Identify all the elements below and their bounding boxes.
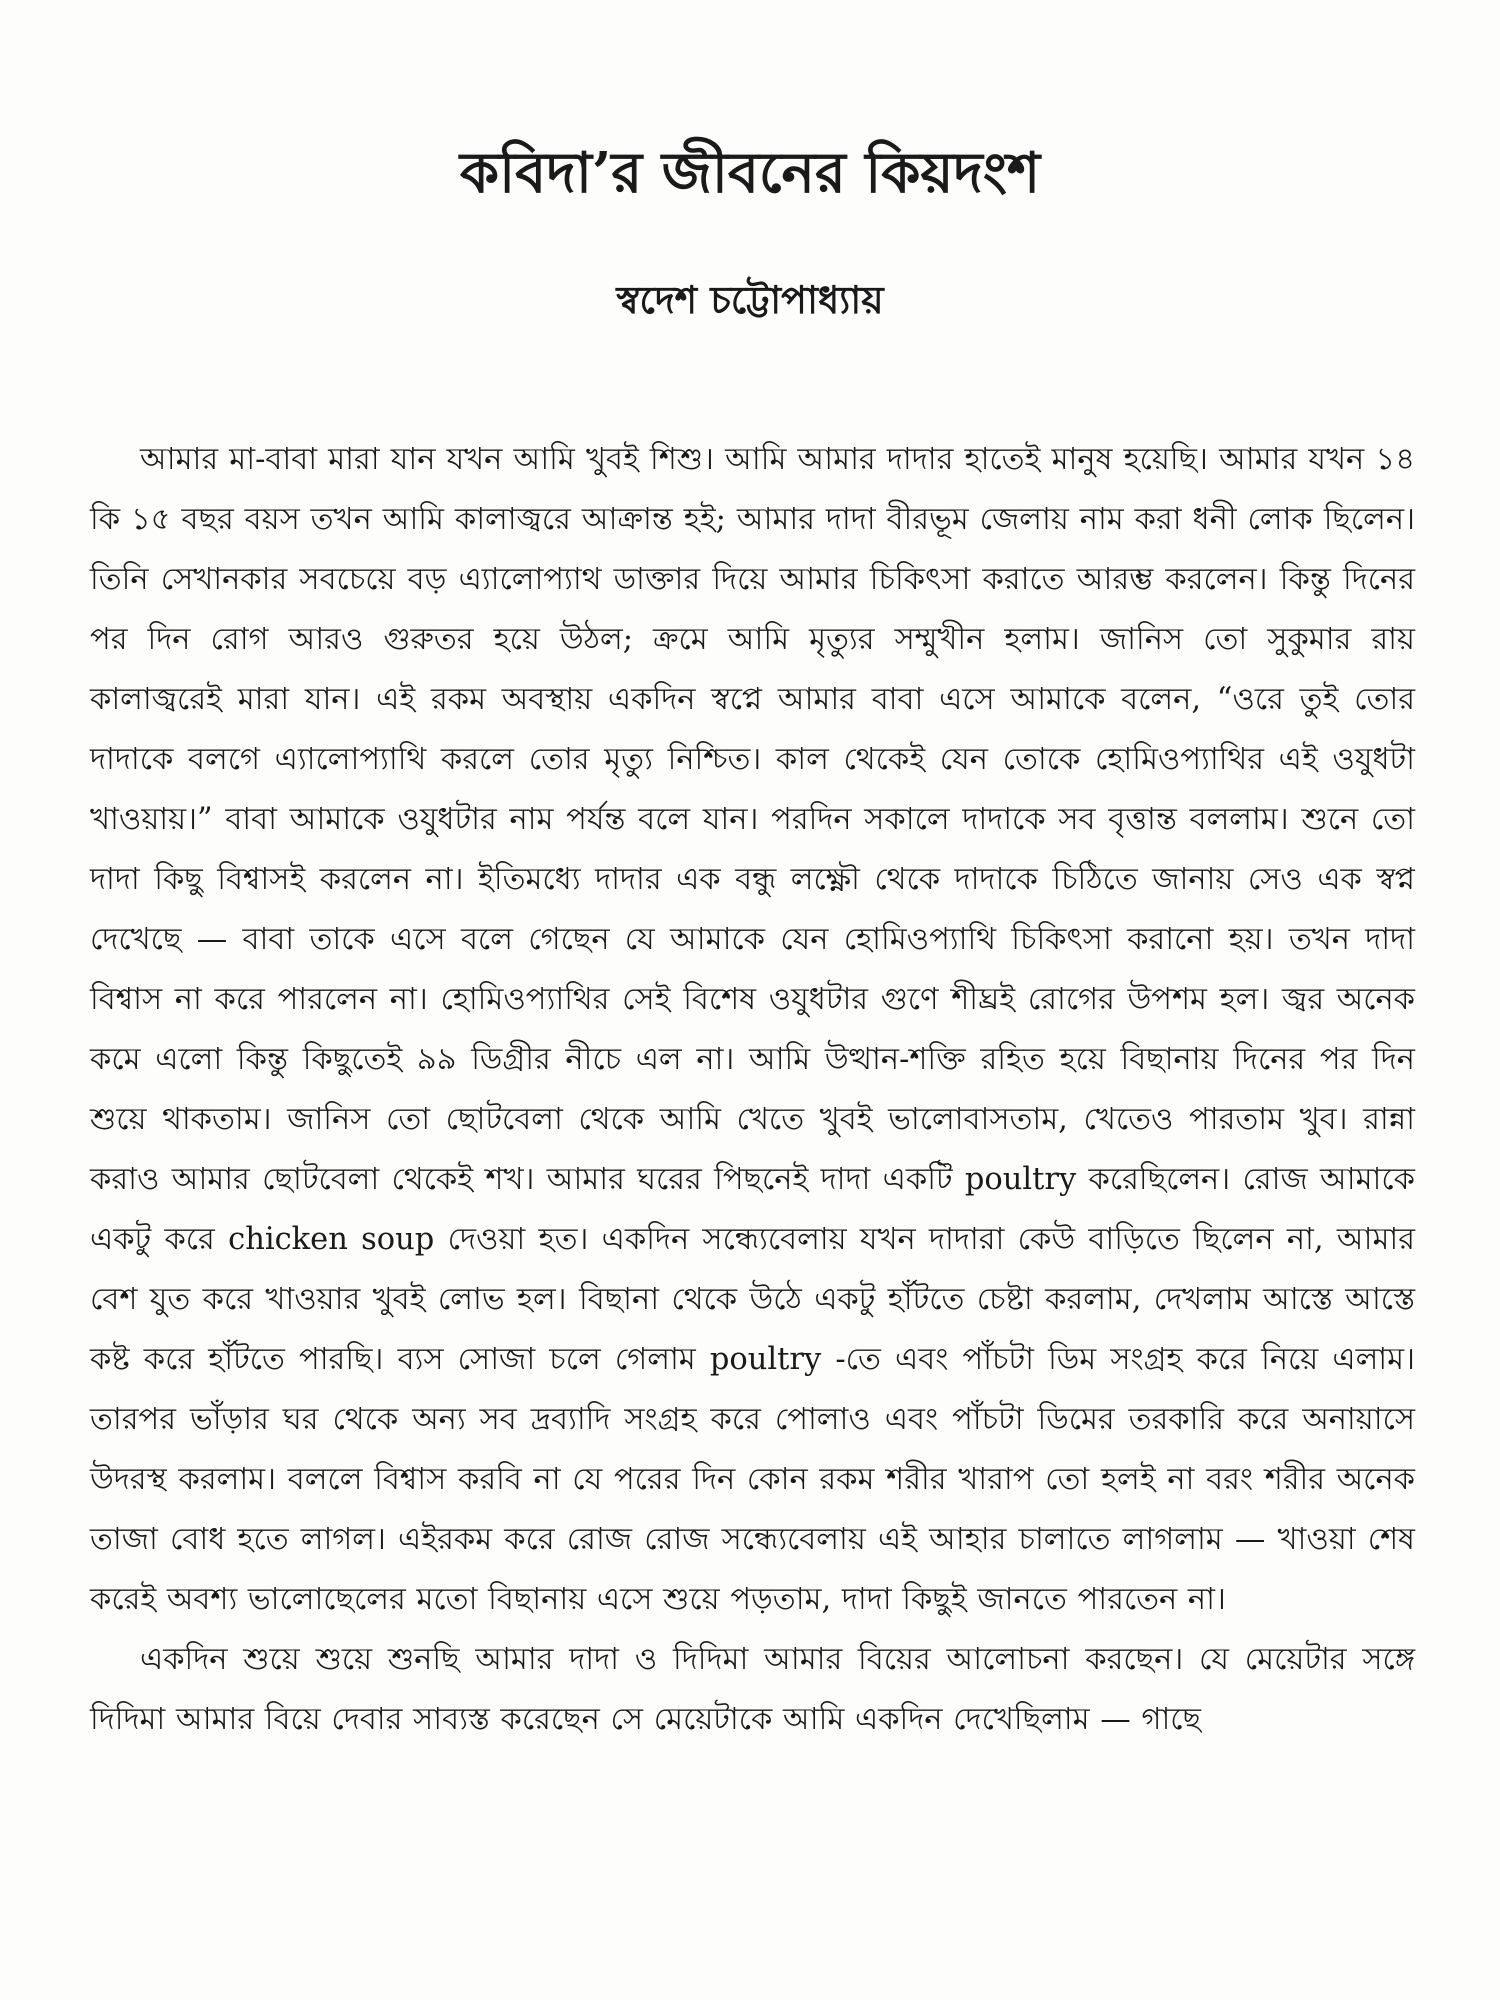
paragraph-1: আমার মা-বাবা মারা যান যখন আমি খুবই শিশু। আমি আমার দাদার হাতেই মানুষ হয়েছি। আমার যখন ১৪ কি ১৫ বছর বয়স তখন আমি কালাজ্বরে আক্রান্ত হই; আমার দাদা বীরভূম জেলায় নাম করা ধনী লোক ছিলেন। তিনি সেখানকার সবচেয়ে বড় এ্যালোপ্যাথ ডাক্তার দিয়ে আমার চিকিৎসা করাতে আরম্ভ করলেন। কিন্তু দিনের পর দিন রোগ আরও গুরুতর হয়ে উঠল; ক্রমে আমি মৃত্যুর সম্মুখীন হলাম। জানিস তো সুকুমার রায় কালাজ্বরেই মারা যান। এই রকম অবস্থায় একদিন স্বপ্নে আমার বাবা এসে আমাকে বলেন, “ওরে তুই তোর দাদাকে বলগে এ্যালোপ্যাথি করলে তোর মৃত্যু নিশ্চিত। কাল থেকেই যেন তোকে হোমিওপ্যাথির এই ওযুধটা খাওয়ায়।” বাবা আমাকে ওযুধটার নাম পর্যন্ত বলে যান। পরদিন সকালে দাদাকে সব বৃত্তান্ত বললাম। শুনে তো দাদা কিছু বিশ্বাসই করলেন না। ইতিমধ্যে দাদার এক বন্ধু লক্ষ্ণৌ থেকে দাদাকে চিঠিতে জানায় সেও এক স্বপ্ন দেখেছে — বাবা তাকে এসে বলে গেছেন যে আমাকে যেন হোমিওপ্যাথি চিকিৎসা করানো হয়। তখন দাদা বিশ্বাস না করে পারলেন না। হোমিওপ্যাথির সেই বিশেষ ওযুধটার গুণে শীঘ্রই রোগের উপশম হল। জ্বর অনেক কমে এলো কিন্তু কিছুতেই ৯৯ ডিগ্রীর নীচে এল না। আমি উত্থান-শক্তি রহিত হয়ে বিছানায় দিনের পর দিন শুয়ে থাকতাম। জানিস তো ছোটবেলা থেকে আমি খেতে খুবই ভালোবাসতাম, খেতেও পারতাম খুব। রান্না করাও আমার ছোটবেলা থেকেই শখ। আমার ঘরের পিছনেই দাদা একটি poultry করেছিলেন। রোজ আমাকে একটু করে chicken soup দেওয়া হত। একদিন সন্ধ্যেবেলায় যখন দাদারা কেউ বাড়িতে ছিলেন না, আমার বেশ যুত করে খাওয়ার খুবই লোভ হল। বিছানা থেকে উঠে একটু হাঁটতে চেষ্টা করলাম, দেখলাম আস্তে আস্তে কষ্ট করে হাঁটতে পারছি। ব্যস সোজা চলে গেলাম poultry -তে এবং পাঁচটা ডিম সংগ্রহ করে নিয়ে এলাম। তারপর ভাঁড়ার ঘর থেকে অন্য সব দ্রব্যাদি সংগ্রহ করে পোলাও এবং পাঁচটা ডিমের তরকারি করে অনায়াসে উদরস্থ করলাম। বললে বিশ্বাস করবি না যে পরের দিন কোন রকম শরীর খারাপ তো হলই না বরং শরীর অনেক তাজা বোধ হতে লাগল। এইরকম করে রোজ রোজ সন্ধ্যেবেলায় এই আহার চালাতে লাগলাম — খাওয়া শেষ করেই অবশ্য ভালোছেলের মতো বিছানায় এসে শুয়ে পড়তাম, দাদা কিছুই জানতে পারতেন না। xyxy=(90,442,1415,1617)
body-text xyxy=(90,430,1415,1750)
author-name: স্বদেশ চট্টোপাধ্যায় xyxy=(616,277,884,322)
chapter-title: কবিদা’র জীবনের কিয়দংশ xyxy=(459,140,1041,206)
paragraph-2: একদিন শুয়ে শুয়ে শুনছি আমার দাদা ও দিদিমা আমার বিয়ের আলোচনা করছেন। যে মেয়েটার সঙ্গে দিদিমা আমার বিয়ে দেবার সাব্যস্ত করেছেন সে মেয়েটাকে আমি একদিন দেখেছিলাম — গাছে xyxy=(90,1642,1415,1737)
